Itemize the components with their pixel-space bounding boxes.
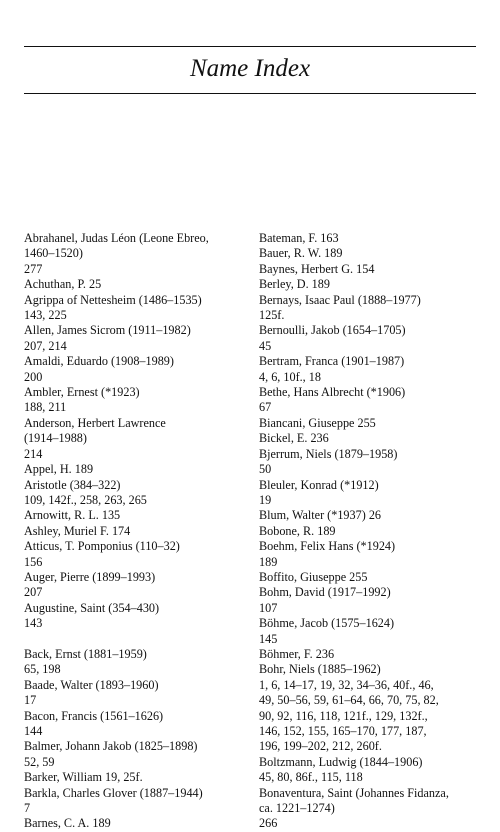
index-entry bbox=[259, 385, 481, 416]
index-entry-detail: 17 bbox=[24, 693, 37, 708]
index-entry-detail: 90, 92, 116, 118, 121f., 129, 132f., bbox=[259, 708, 428, 723]
index-entry-name: Ashley, Muriel F. 174 bbox=[24, 523, 131, 538]
index-entry-name: Ambler, Ernest (*1923) bbox=[24, 385, 140, 400]
index-entry-name: Blum, Walter (*1937) 26 bbox=[259, 508, 382, 523]
index-entry-detail: 207, 214 bbox=[24, 338, 67, 353]
index-entry-name: Bacon, Francis (1561–1626) bbox=[24, 708, 164, 723]
index-entry bbox=[24, 416, 242, 462]
header-rule-bottom bbox=[24, 93, 476, 94]
index-entry bbox=[24, 462, 242, 477]
index-entry-detail: 145 bbox=[259, 631, 278, 646]
index-entry-name: Agrippa of Nettesheim (1486–1535) bbox=[24, 292, 202, 307]
index-entry-name: Böhmer, F. 236 bbox=[259, 646, 335, 661]
index-entry-name: Baynes, Herbert G. 154 bbox=[259, 261, 375, 276]
index-entry-detail: 65, 198 bbox=[24, 662, 61, 677]
index-entry bbox=[259, 786, 481, 832]
index-entry bbox=[24, 539, 242, 570]
index-entry bbox=[24, 601, 242, 632]
index-entry-detail: 266 bbox=[259, 816, 278, 831]
index-entry bbox=[259, 647, 481, 662]
index-entry bbox=[24, 770, 242, 785]
index-entry bbox=[259, 231, 481, 246]
index-entry-detail: 143 bbox=[24, 616, 43, 631]
index-entry-name: Berley, D. 189 bbox=[259, 277, 330, 292]
index-entry bbox=[259, 447, 481, 478]
index-entry-detail: 1460–1520) bbox=[24, 246, 83, 261]
index-entry bbox=[259, 277, 481, 292]
index-entry-detail: 49, 50–56, 59, 61–64, 66, 70, 75, 82, bbox=[259, 693, 439, 708]
page-title: Name Index bbox=[189, 55, 311, 82]
index-entry-name: Amaldi, Eduardo (1908–1989) bbox=[24, 354, 174, 369]
index-entry-detail: 200 bbox=[24, 369, 43, 384]
index-entry bbox=[24, 570, 242, 601]
index-entry-name: Bauer, R. W. 189 bbox=[259, 246, 343, 261]
index-entry-detail: ca. 1221–1274) bbox=[259, 801, 335, 816]
index-entry-detail: 125f. bbox=[259, 308, 285, 323]
index-entry bbox=[259, 246, 481, 261]
index-entry-name: Bohr, Niels (1885–1962) bbox=[259, 662, 381, 677]
index-entry bbox=[24, 709, 242, 740]
index-entry bbox=[24, 323, 242, 354]
index-entry-detail: (1914–1988) bbox=[24, 431, 87, 446]
index-entry-detail: 207 bbox=[24, 585, 43, 600]
index-entry bbox=[259, 508, 481, 523]
index-entry-detail: 214 bbox=[24, 446, 43, 461]
index-entry-detail: 146, 152, 155, 165–170, 177, 187, bbox=[259, 724, 427, 738]
index-entry-detail: 45 bbox=[259, 338, 272, 353]
index-entry-name: Boehm, Felix Hans (*1924) bbox=[259, 539, 396, 554]
index-entry-name: Appel, H. 189 bbox=[24, 462, 94, 477]
index-entry-name: Arnowitt, R. L. 135 bbox=[24, 508, 121, 523]
index-entry bbox=[259, 431, 481, 446]
index-entry-name: Bohm, David (1917–1992) bbox=[259, 585, 391, 600]
index-column-right bbox=[259, 231, 481, 832]
index-entry-name: Bobone, R. 189 bbox=[259, 523, 336, 538]
index-entry-detail: 109, 142f., 258, 263, 265 bbox=[24, 492, 147, 507]
index-entry bbox=[24, 385, 242, 416]
index-entry bbox=[259, 570, 481, 585]
index-entry-name: Balmer, Johann Jakob (1825–1898) bbox=[24, 739, 198, 754]
header-rule-top bbox=[24, 46, 476, 47]
index-entry bbox=[24, 647, 242, 678]
index-entry-name: Bertram, Franca (1901–1987) bbox=[259, 354, 405, 369]
index-entry bbox=[259, 755, 481, 786]
index-entry-detail: 277 bbox=[24, 261, 43, 276]
index-entry-detail: 107 bbox=[259, 600, 278, 615]
index-entry-name: Back, Ernst (1881–1959) bbox=[24, 646, 147, 661]
index-entry-detail: 52, 59 bbox=[24, 754, 55, 769]
index-entry bbox=[259, 478, 481, 509]
index-column-left bbox=[24, 231, 242, 832]
index-entry bbox=[24, 786, 242, 817]
index-entry bbox=[24, 231, 242, 277]
index-entry-name: Atticus, T. Pomponius (110–32) bbox=[24, 539, 180, 554]
index-entry-name: Allen, James Sicrom (1911–1982) bbox=[24, 323, 191, 338]
index-entry-detail: 143, 225 bbox=[24, 308, 67, 323]
index-entry bbox=[24, 508, 242, 523]
index-entry bbox=[24, 293, 242, 324]
index-entry bbox=[24, 739, 242, 770]
index-entry bbox=[259, 539, 481, 570]
index-entry bbox=[259, 354, 481, 385]
index-entry-name: Bonaventura, Saint (Johannes Fidanza, bbox=[259, 785, 449, 800]
index-entry-detail: 144 bbox=[24, 723, 43, 738]
index-entry bbox=[259, 323, 481, 354]
index-entry-name: Biancani, Giuseppe 255 bbox=[259, 415, 376, 430]
index-entry-name: Achuthan, P. 25 bbox=[24, 277, 102, 292]
index-entry-name: Bickel, E. 236 bbox=[259, 431, 329, 446]
index-entry bbox=[24, 354, 242, 385]
index-entry-detail: 1, 6, 14–17, 19, 32, 34–36, 40f., 46, bbox=[259, 677, 434, 692]
index-entry bbox=[24, 678, 242, 709]
index-entry-name: Bethe, Hans Albrecht (*1906) bbox=[259, 385, 406, 400]
index-entry bbox=[259, 585, 481, 616]
index-entry-detail: 4, 6, 10f., 18 bbox=[259, 369, 321, 384]
index-entry-name: Aristotle (384–322) bbox=[24, 477, 121, 492]
index-entry-name: Bjerrum, Niels (1879–1958) bbox=[259, 446, 398, 461]
index-entry bbox=[259, 262, 481, 277]
index-entry bbox=[24, 478, 242, 509]
index-entry-name: Boffito, Giuseppe 255 bbox=[259, 569, 368, 584]
index-entry-detail: 50 bbox=[259, 462, 272, 477]
index-entry bbox=[259, 662, 481, 754]
index-entry-detail: 196, 199–202, 212, 260f. bbox=[259, 739, 382, 754]
index-entry-detail: 188, 211 bbox=[24, 400, 67, 415]
index-entry-name: Boltzmann, Ludwig (1844–1906) bbox=[259, 754, 423, 769]
index-entry bbox=[259, 524, 481, 539]
index-entry-name: Anderson, Herbert Lawrence bbox=[24, 415, 166, 430]
index-entry-name: Abrahanel, Judas Léon (Leone Ebreo, bbox=[24, 231, 209, 245]
index-entry-detail: 67 bbox=[259, 400, 272, 415]
index-entry-detail: 156 bbox=[24, 554, 43, 569]
index-entry-detail: 19 bbox=[259, 492, 272, 507]
index-entry-name: Bateman, F. 163 bbox=[259, 231, 339, 245]
index-entry bbox=[259, 416, 481, 431]
index-entry-name: Barkla, Charles Glover (1887–1944) bbox=[24, 785, 203, 800]
index-entry bbox=[24, 277, 242, 292]
index-entry bbox=[259, 293, 481, 324]
index-entry-name: Bernoulli, Jakob (1654–1705) bbox=[259, 323, 406, 338]
index-entry-name: Baade, Walter (1893–1960) bbox=[24, 677, 159, 692]
index-entry bbox=[24, 816, 242, 831]
index-entry-detail: 189 bbox=[259, 554, 278, 569]
index-entry-detail: 7 bbox=[24, 801, 31, 816]
index-entry-name: Bleuler, Konrad (*1912) bbox=[259, 477, 379, 492]
index-entry-detail: 45, 80, 86f., 115, 118 bbox=[259, 770, 363, 785]
index-entry-name: Bernays, Isaac Paul (1888–1977) bbox=[259, 292, 421, 307]
index-entry-name: Auger, Pierre (1899–1993) bbox=[24, 569, 156, 584]
index-entry bbox=[24, 524, 242, 539]
index-entry-name: Böhme, Jacob (1575–1624) bbox=[259, 616, 395, 631]
index-entry-name: Barnes, C. A. 189 bbox=[24, 816, 111, 831]
index-entry-name: Augustine, Saint (354–430) bbox=[24, 600, 160, 615]
index-entry-name: Barker, William 19, 25f. bbox=[24, 770, 143, 785]
index-entry bbox=[259, 616, 481, 647]
